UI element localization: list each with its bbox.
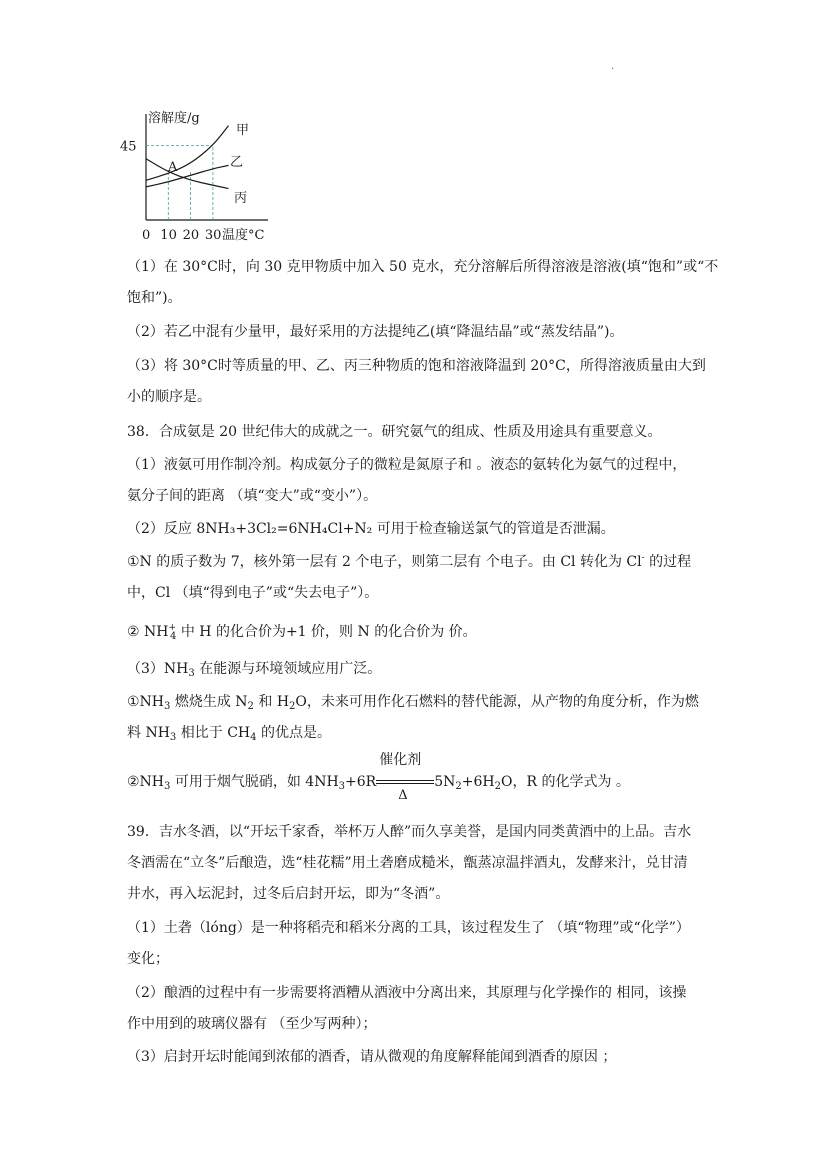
x-tick-label: 30 bbox=[204, 228, 222, 243]
text: +6R bbox=[345, 774, 377, 790]
subscript: 4 bbox=[170, 631, 177, 642]
x-tick-label: 0 bbox=[142, 228, 151, 243]
text: ①N 的质子数为 7，核外第一层有 2 个电子，则第二层有 个电子。由 Cl 转化为 Cl bbox=[127, 554, 642, 570]
text: O，R 的化学式为 。 bbox=[501, 774, 630, 790]
subscript: 3 bbox=[164, 781, 171, 792]
q38-part2-item1-line1 bbox=[127, 552, 691, 572]
subscript: 3 bbox=[164, 701, 171, 712]
superscript: - bbox=[641, 553, 645, 563]
text: O，未来可用作化石燃料的替代能源，从产物的角度分析，作为燃 bbox=[295, 694, 699, 710]
q38-part2-item2 bbox=[127, 622, 477, 642]
series-labels bbox=[230, 123, 249, 206]
equals-bar-top bbox=[376, 780, 434, 781]
text: 和 H bbox=[253, 694, 290, 710]
q39-part1-line1: （1）土砻（lóng）是一种将稻壳和稻米分离的工具，该过程发生了 （填“物理”或“化学”） bbox=[127, 920, 690, 936]
series-label-乙: 乙 bbox=[230, 155, 244, 170]
q38-part2-item1-line2: 中，Cl （填“得到电子”或“失去电子”）。 bbox=[127, 585, 379, 601]
q39-part1-line2: 变化； bbox=[127, 951, 169, 967]
point-a-label: A bbox=[168, 160, 178, 175]
q39-part2-line1: （2）酿酒的过程中有一步需要将酒糟从酒液中分离出来，其原理与化学操作的 相同，该操 bbox=[127, 985, 687, 1001]
reaction-condition bbox=[376, 752, 434, 803]
q39-line2: 冬酒需在“立冬”后酿造，选“桂花糯”用土砻磨成糙米，甑蒸凉温拌酒丸，发酵来汁，兑甘清 bbox=[127, 855, 688, 871]
text: 可用于烟气脱硝，如 4NH bbox=[170, 774, 339, 790]
text: 的过程 bbox=[644, 554, 692, 570]
q39-part2-line2: 作中用到的玻璃仪器有 （至少写两种）； bbox=[127, 1016, 377, 1032]
q37-part1-line2: 饱和”)。 bbox=[127, 290, 182, 306]
series-label-甲: 甲 bbox=[236, 123, 250, 138]
q37-part3-line1: （3）将 30°C时等质量的甲、乙、丙三种物质的饱和溶液降温到 20°C，所得溶液质量由大到 bbox=[127, 358, 706, 374]
curves bbox=[146, 126, 229, 189]
text: ② NH bbox=[127, 624, 169, 640]
q39-part3: （3）启封开坛时能闻到浓郁的酒香，请从微观的角度解释能闻到酒香的原因 ； bbox=[127, 1049, 617, 1065]
text: （3）NH bbox=[127, 661, 189, 677]
subscript: 3 bbox=[169, 732, 177, 743]
solubility-chart bbox=[118, 104, 288, 244]
subscript: 2 bbox=[494, 781, 502, 792]
subscript: 3 bbox=[338, 781, 346, 792]
text: ①NH bbox=[127, 694, 165, 710]
text: ②NH bbox=[127, 774, 165, 790]
q38-part3-item2 bbox=[127, 752, 630, 803]
subscript: 3 bbox=[188, 668, 195, 679]
equals-bar-bottom bbox=[376, 783, 434, 784]
q37-part1-line1: （1）在 30°C时，向 30 克甲物质中加入 50 克水，充分溶解后所得溶液是溶液(填“饱和”或“不 bbox=[127, 259, 719, 275]
tick-labels bbox=[120, 140, 221, 243]
corner-mark: · bbox=[611, 64, 615, 75]
x-tick-label: 10 bbox=[160, 228, 177, 243]
subscript: 4 bbox=[250, 732, 257, 743]
heat-symbol: Δ bbox=[398, 788, 408, 803]
q38-part3-item1-line2 bbox=[127, 723, 331, 743]
q38-part1-line2: 氨分子间的距离 （填“变大”或“变小”）。 bbox=[127, 488, 378, 504]
q38-intro: 38．合成氨是 20 世纪伟大的成就之一。研究氨气的组成、性质及用途具有重要意义。 bbox=[127, 424, 662, 440]
text: 燃烧生成 N bbox=[170, 694, 248, 710]
q38-part1-line1: （1）液氨可用作制冷剂。构成氨分子的微粒是氮原子和 。液态的氨转化为氨气的过程中， bbox=[127, 457, 687, 473]
subscript: 2 bbox=[289, 701, 296, 712]
subscript: 2 bbox=[247, 701, 254, 712]
series-label-丙: 丙 bbox=[234, 191, 248, 206]
chart-axes bbox=[146, 114, 268, 220]
text: 中 H 的化合价为+1 价，则 N 的化合价为 价。 bbox=[176, 624, 477, 640]
q38-part3-intro bbox=[127, 659, 381, 679]
x-tick-label: 20 bbox=[182, 228, 200, 243]
q37-part3-line2: 小的顺序是。 bbox=[127, 389, 211, 405]
catalyst-label: 催化剂 bbox=[379, 752, 422, 768]
y-axis-label: 溶解度/g bbox=[148, 111, 200, 126]
text: 5N bbox=[434, 774, 456, 790]
ion-notation bbox=[168, 622, 176, 642]
curve-甲 bbox=[146, 126, 229, 181]
q39-line1: 39．吉水冬酒，以“开坛千家香，举杯万人醉”而久享美誉，是国内同类黄酒中的上品。吉水 bbox=[127, 824, 692, 840]
y-tick-label: 45 bbox=[120, 139, 137, 155]
text: +6H bbox=[461, 774, 495, 790]
q39-line3: 井水，再入坛泥封，过冬后启封开坛，即为“冬酒”。 bbox=[127, 886, 450, 902]
text: 的优点是。 bbox=[256, 725, 331, 741]
text: 在能源与环境领域应用广泛。 bbox=[194, 661, 382, 677]
charge-superscript: + bbox=[168, 623, 177, 633]
q37-part2: （2）若乙中混有少量甲，最好采用的方法提纯乙(填“降温结晶”或“蒸发结晶”)。 bbox=[127, 324, 624, 340]
text: 料 NH bbox=[127, 725, 170, 741]
text: 相比于 CH bbox=[176, 725, 251, 741]
subscript: 2 bbox=[455, 781, 462, 792]
q38-part2-reaction: （2）反应 8NH₃+3Cl₂=6NH₄Cl+N₂ 可用于检查输送氯气的管道是否泄漏。 bbox=[127, 521, 615, 537]
q38-part3-item1-line1 bbox=[127, 692, 699, 712]
x-axis-label: 温度°C bbox=[222, 228, 265, 243]
